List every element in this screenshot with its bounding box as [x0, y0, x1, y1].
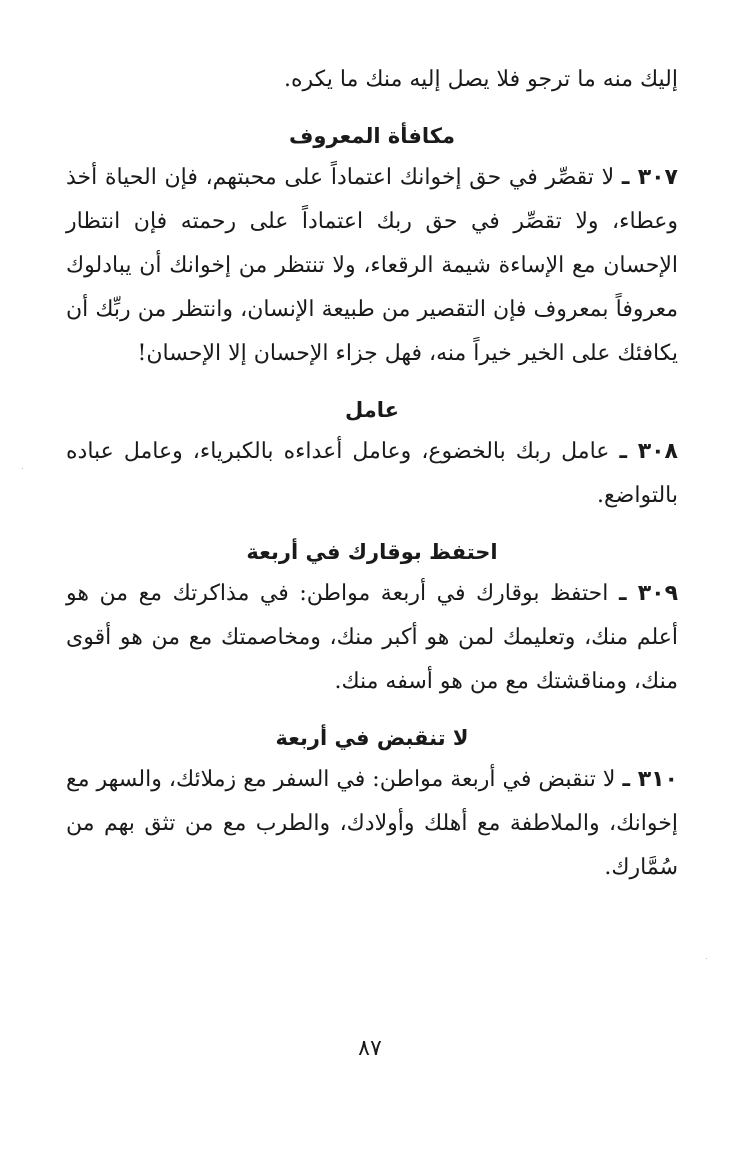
- item-number-307: ٣٠٧ ـ: [621, 165, 678, 190]
- paragraph-310: [66, 758, 678, 890]
- section-heading-307: مكافأة المعروف: [289, 124, 455, 148]
- item-number-310: ٣١٠ ـ: [622, 767, 678, 792]
- paragraph-text-310: لا تنقبض في أربعة مواطن: في السفر مع زملائك، والسهر مع إخوانك، والملاطفة مع أهلك وأولادك، والطرب مع من تثق بهم من سُمَّارك.: [66, 767, 678, 880]
- section-heading-308: عامل: [345, 398, 399, 422]
- paragraph-text-309: احتفظ بوقارك في أربعة مواطن: في مذاكرتك مع من هو أعلم منك، وتعليمك لمن هو أكبر منك، ومخاصمتك مع من هو أقوى منك، ومناقشتك مع من هو أسفه منك.: [66, 581, 678, 694]
- page-number: ٨٧: [358, 1036, 382, 1061]
- scan-speck: [706, 958, 707, 959]
- section-heading-310: لا تنقبض في أربعة: [275, 726, 469, 750]
- section-heading-309: احتفظ بوقارك في أربعة: [246, 540, 498, 564]
- item-number-309: ٣٠٩ ـ: [618, 581, 679, 606]
- paragraph-text-308: عامل ربك بالخضوع، وعامل أعداءه بالكبرياء، وعامل عباده بالتواضع.: [66, 439, 678, 508]
- scan-speck: [22, 468, 23, 469]
- page-content: [66, 58, 678, 890]
- continuation-line: إليك منه ما ترجو فلا يصل إليه منك ما يكره.: [283, 67, 678, 92]
- paragraph-308: [66, 430, 678, 518]
- item-number-308: ٣٠٨ ـ: [619, 439, 678, 464]
- paragraph-307: [66, 156, 678, 376]
- paragraph-text-307: لا تقصِّر في حق إخوانك اعتماداً على محبتهم، فإن الحياة أخذ وعطاء، ولا تقصِّر في حق ربك اعتماداً على رحمته فإن انتظار الإحسان مع الإساءة شيمة الرقعاء، ولا تنتظر من إخوانك أن يبادلوك معروفاً بمعروف فإن التقصير من طبيعة الإنسان، وانتظر من ربِّك أن يكافئك على الخير خيراً منه، فهل جزاء الإحسان إلا الإحسان!: [66, 165, 679, 366]
- paragraph-309: [66, 572, 678, 704]
